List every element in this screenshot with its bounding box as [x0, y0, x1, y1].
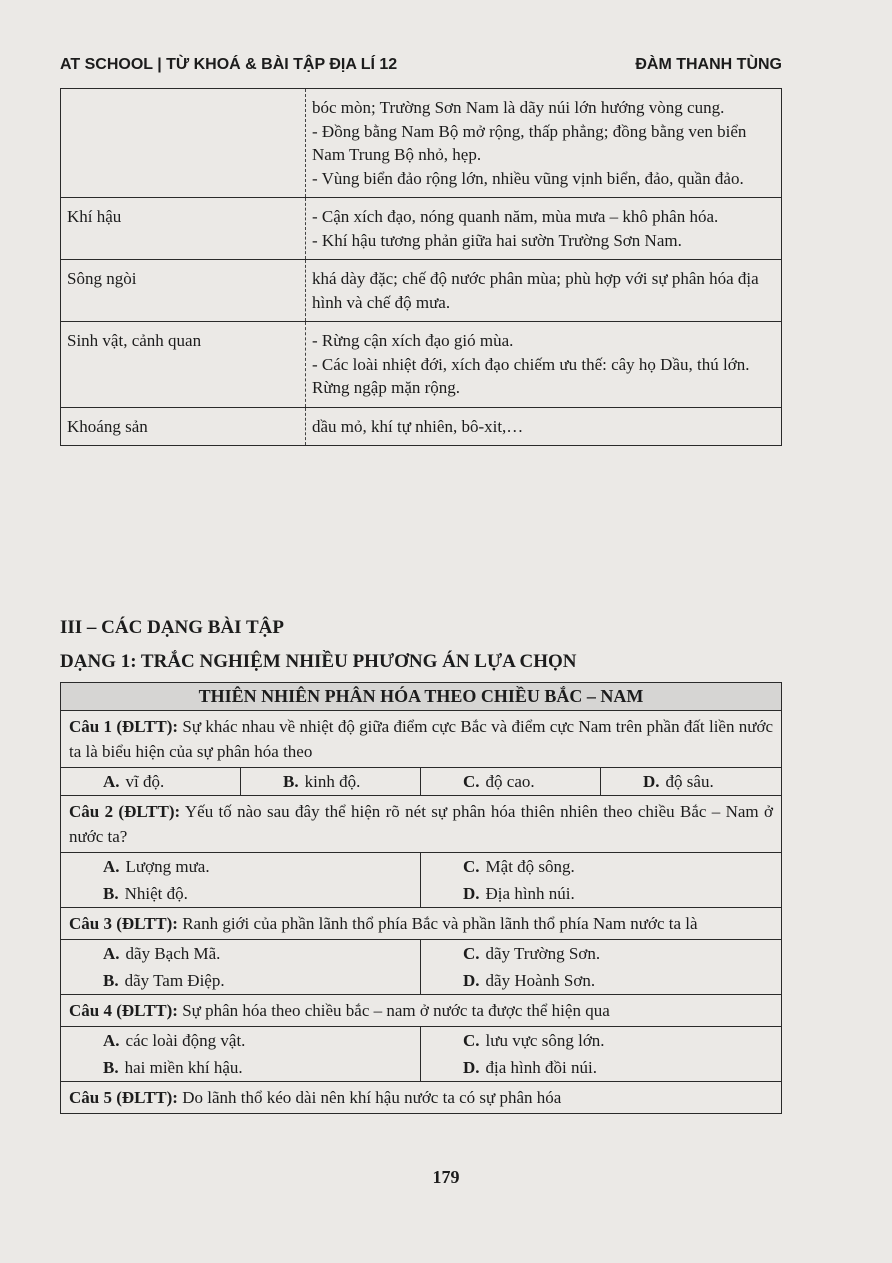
question-label: Câu 1 (ĐLTT): — [69, 717, 179, 736]
row-description — [306, 322, 782, 408]
quiz-topic-title: THIÊN NHIÊN PHÂN HÓA THEO CHIỀU BẮC – NAM — [60, 682, 782, 711]
question-text — [60, 1082, 782, 1114]
exercise-type-heading: DẠNG 1: TRẮC NGHIỆM NHIỀU PHƯƠNG ÁN LỰA CHỌN — [60, 651, 577, 672]
description-line: - Đồng bằng Nam Bộ mở rộng, thấp phẳng; đồng bằng ven biển Nam Trung Bộ nhỏ, hẹp. — [312, 121, 747, 164]
option-letter: C. — [463, 772, 480, 791]
answer-option[interactable] — [61, 880, 421, 907]
answer-options — [60, 768, 782, 796]
option-letter: A. — [103, 857, 120, 876]
table-row — [61, 89, 782, 198]
option-text: độ sâu. — [665, 772, 714, 791]
description-line: - Rừng cận xích đạo gió mùa. — [312, 331, 514, 350]
description-line: - Khí hậu tương phản giữa hai sườn Trường Sơn Nam. — [312, 230, 682, 250]
answer-option[interactable] — [421, 1027, 781, 1054]
description-line: khá dày đặc; chế độ nước phân mùa; phù hợp với sự phân hóa địa hình và chế độ mưa. — [312, 269, 759, 312]
question-text — [60, 711, 782, 768]
answer-option[interactable] — [421, 880, 781, 907]
option-letter: A. — [103, 944, 120, 963]
question-stem: Sự phân hóa theo chiều bắc – nam ở nước ta được thể hiện qua — [182, 1001, 610, 1020]
option-letter: A. — [103, 772, 120, 791]
answer-options — [60, 1027, 782, 1082]
description-line: - Các loài nhiệt đới, xích đạo chiếm ưu thế: cây họ Dầu, thú lớn. Rừng ngập mặn rộng. — [312, 354, 750, 397]
option-letter: B. — [283, 772, 299, 791]
option-text: lưu vực sông lớn. — [485, 1031, 605, 1050]
option-text: dãy Trường Sơn. — [485, 944, 601, 963]
option-letter: D. — [463, 1058, 480, 1077]
description-line: - Vùng biển đảo rộng lớn, nhiều vũng vịnh biển, đảo, quần đảo. — [312, 168, 744, 188]
answer-option[interactable] — [421, 940, 781, 967]
question-stem: Ranh giới của phần lãnh thổ phía Bắc và phần lãnh thổ phía Nam nước ta là — [182, 914, 698, 933]
option-letter: C. — [463, 944, 480, 963]
question-label: Câu 3 (ĐLTT): — [69, 914, 178, 933]
table-row — [61, 198, 782, 260]
answer-options — [60, 940, 782, 995]
option-letter: B. — [103, 884, 119, 903]
option-letter: B. — [103, 1058, 119, 1077]
option-letter: D. — [643, 772, 660, 791]
row-description — [306, 89, 782, 198]
question-text — [60, 908, 782, 940]
option-letter: B. — [103, 971, 119, 990]
answer-option[interactable] — [61, 1054, 421, 1081]
characteristics-table — [60, 88, 782, 446]
option-text: Địa hình núi. — [485, 884, 575, 903]
option-text: hai miền khí hậu. — [124, 1058, 243, 1077]
answer-option[interactable] — [61, 768, 241, 795]
answer-option[interactable] — [421, 768, 601, 795]
row-description — [306, 198, 782, 260]
question-stem: Do lãnh thổ kéo dài nên khí hậu nước ta có sự phân hóa — [182, 1088, 562, 1107]
page-number: 179 — [432, 1167, 460, 1187]
table-row — [61, 260, 782, 322]
option-letter: A. — [103, 1031, 120, 1050]
question-text — [60, 995, 782, 1027]
option-text: Lượng mưa. — [125, 857, 210, 876]
answer-option[interactable] — [61, 853, 421, 880]
answer-option[interactable] — [61, 1027, 421, 1054]
row-category: Khí hậu — [61, 198, 306, 260]
option-text: Mật độ sông. — [485, 857, 575, 876]
quiz-table — [60, 682, 782, 1114]
table-row — [61, 407, 782, 446]
running-header — [60, 54, 782, 80]
option-text: địa hình đồi núi. — [485, 1058, 597, 1077]
header-author: ĐÀM THANH TÙNG — [635, 56, 782, 73]
question-label: Câu 5 (ĐLTT): — [69, 1088, 178, 1107]
question-stem: Yếu tố nào sau đây thể hiện rõ nét sự phân hóa thiên nhiên theo chiều Bắc – Nam ở nước ta? — [69, 802, 773, 846]
description-line: bóc mòn; Trường Sơn Nam là dãy núi lớn hướng vòng cung. — [312, 98, 725, 117]
question-stem: Sự khác nhau về nhiệt độ giữa điểm cực Bắc và điểm cực Nam trên phần đất liền nước ta là biểu hiện của sự phân hóa theo — [69, 717, 774, 761]
section-heading: III – CÁC DẠNG BÀI TẬP — [60, 617, 284, 638]
table-row — [61, 322, 782, 408]
row-description — [306, 260, 782, 322]
option-text: Nhiệt độ. — [124, 884, 188, 903]
answer-option[interactable] — [421, 853, 781, 880]
description-line: dầu mỏ, khí tự nhiên, bô-xit,… — [312, 416, 524, 436]
option-text: dãy Bạch Mã. — [125, 944, 221, 963]
row-category: Sông ngòi — [61, 260, 306, 322]
option-text: độ cao. — [485, 772, 535, 791]
answer-options — [60, 853, 782, 908]
option-text: dãy Hoành Sơn. — [485, 971, 596, 990]
question-label: Câu 4 (ĐLTT): — [69, 1001, 178, 1020]
option-text: dãy Tam Điệp. — [124, 971, 225, 990]
option-text: vĩ độ. — [125, 772, 165, 791]
row-category: Khoáng sản — [61, 407, 306, 446]
option-text: các loài động vật. — [125, 1031, 246, 1050]
answer-option[interactable] — [241, 768, 421, 795]
option-letter: C. — [463, 1031, 480, 1050]
row-description — [306, 407, 782, 446]
answer-option[interactable] — [601, 768, 781, 795]
option-text: kinh độ. — [304, 772, 361, 791]
answer-option[interactable] — [421, 967, 781, 994]
row-category — [61, 89, 306, 198]
answer-option[interactable] — [61, 967, 421, 994]
option-letter: D. — [463, 884, 480, 903]
option-letter: C. — [463, 857, 480, 876]
option-letter: D. — [463, 971, 480, 990]
answer-option[interactable] — [61, 940, 421, 967]
header-book-title: AT SCHOOL | TỪ KHOÁ & BÀI TẬP ĐỊA LÍ 12 — [60, 56, 398, 73]
question-label: Câu 2 (ĐLTT): — [69, 802, 181, 821]
row-category: Sinh vật, cảnh quan — [61, 322, 306, 408]
description-line: - Cận xích đạo, nóng quanh năm, mùa mưa – khô phân hóa. — [312, 207, 719, 226]
answer-option[interactable] — [421, 1054, 781, 1081]
question-text — [60, 796, 782, 853]
